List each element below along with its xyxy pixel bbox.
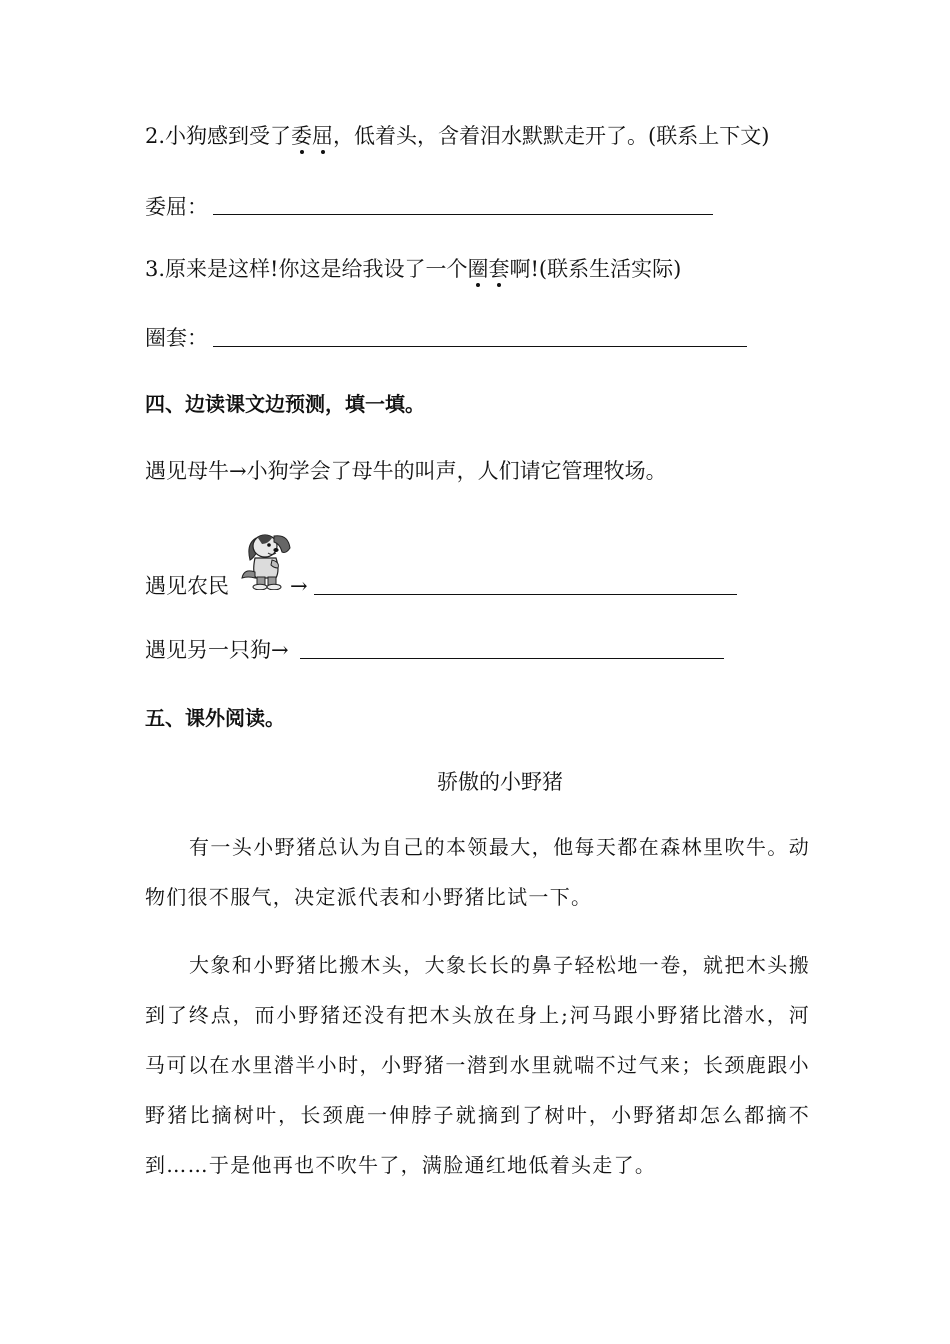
section-5-heading: 五、课外阅读。 [145, 706, 285, 730]
story-paragraph-1: 有一头小野猪总认为自己的本领最大，他每天都在森林里吹牛。动物们很不服气，决定派代表和小野猪比试一下。 [145, 835, 810, 909]
answer-label-quantao: 圈套： [145, 326, 208, 350]
answer-blank-quantao[interactable] [213, 346, 747, 347]
answer-label-weiqu: 委屈： [145, 195, 208, 219]
dotted-char-qu: 屈 [312, 124, 334, 148]
dotted-char-tao: 套 [488, 257, 510, 281]
story-paragraph-2: 大象和小野猪比搬木头，大象长长的鼻子轻松地一卷，就把木头搬到了终点，而小野猪还没有把木头放在身上;河马跟小野猪比潜水，河马可以在水里潜半小时，小野猪一潜到水里就喘不过气来；长颈鹿跟小野猪比摘树叶，长颈鹿一伸脖子就摘到了树叶，小野猪却怎么都摘不到……于是他再也不吹牛了，满脸通红地低着头走了。 [145, 953, 810, 1177]
prediction-row-farmer [145, 571, 229, 601]
question-3 [145, 254, 681, 284]
question-2 [145, 121, 769, 151]
section-4-heading: 四、边读课文边预测，填一填。 [145, 392, 425, 416]
arrow-farmer: → [290, 574, 308, 598]
prediction-blank-other-dog[interactable] [300, 658, 724, 659]
question-2-text-end: ，低着头，含着泪水默默走开了。(联系上下文) [333, 124, 770, 148]
cartoon-dog-image [238, 528, 296, 590]
dotted-char-quan: 圈 [467, 257, 489, 281]
question-3-text-end: 啊!(联系生活实际) [509, 257, 682, 281]
dotted-char-wei: 委 [291, 124, 313, 148]
prediction-label-farmer: 遇见农民 [145, 574, 229, 598]
prediction-blank-farmer[interactable] [314, 594, 737, 595]
prediction-example: 遇见母牛→小狗学会了母牛的叫声，人们请它管理牧场。 [145, 459, 667, 483]
question-3-text-start: 3.原来是这样!你这是给我设了一个 [145, 257, 468, 281]
prediction-label-other-dog: 遇见另一只狗→ [145, 638, 289, 662]
answer-blank-weiqu[interactable] [213, 214, 713, 215]
story-title: 骄傲的小野猪 [437, 770, 563, 794]
question-2-text-start: 2.小狗感到受了 [145, 124, 292, 148]
